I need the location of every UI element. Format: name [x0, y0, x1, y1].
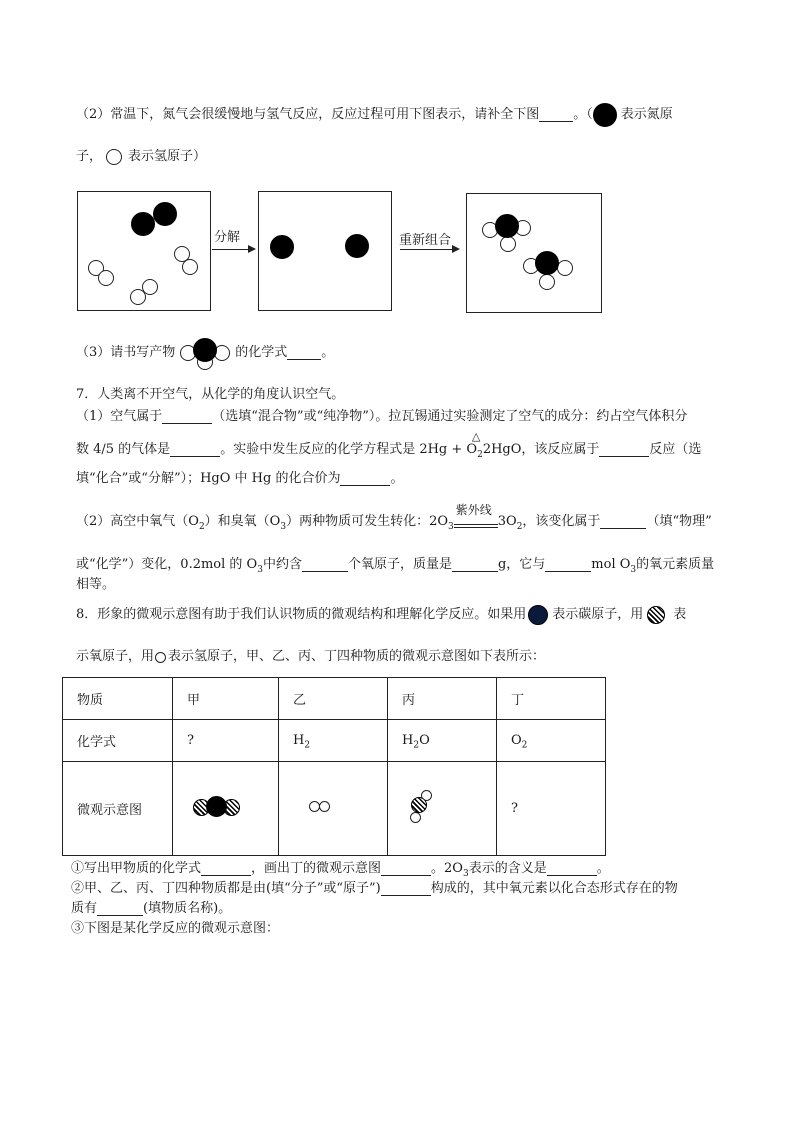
heat-symbol: △	[471, 430, 481, 443]
subscript: 3	[462, 869, 469, 880]
q6-3-line	[76, 344, 334, 363]
q7-text: （2）高空中氧气（O	[76, 514, 199, 529]
table-cell	[173, 720, 279, 762]
q8-item-text: (填物质名称)。	[143, 901, 232, 916]
answer-blank[interactable]	[547, 863, 597, 876]
nitrogen-atom	[495, 214, 519, 238]
q6-3-text-a: （3）请书写产物	[76, 345, 176, 360]
q8-item-text: 。	[596, 861, 610, 876]
q7-text: ）和臭氧（O	[204, 514, 281, 529]
table-cell	[279, 762, 388, 856]
q7-text: 。	[390, 471, 404, 486]
q7-text: 填“化合”或“分解”）；HgO 中 Hg 的化合价为	[76, 471, 341, 486]
q7-1-line1	[76, 408, 687, 427]
q7-text: 。实验中发生反应的化学方程式是 2Hg + O	[220, 442, 478, 457]
table-header: 丁	[497, 678, 606, 720]
q8-item-text: 质有	[71, 901, 98, 916]
carbon-atom-legend-icon	[528, 606, 550, 624]
q8-item-text: 构成的，其中氧元素以化合态形式存在的物	[430, 881, 678, 896]
table-row	[63, 720, 606, 762]
hydrogen-atom	[130, 289, 146, 305]
q8-text: 示氧原子，用	[76, 649, 155, 664]
q7-text: 数 4/5 的气体是	[76, 442, 171, 457]
o2-diagram-unknown: ?	[511, 801, 518, 816]
h2-molecule-icon	[309, 800, 339, 814]
answer-blank[interactable]	[381, 883, 431, 896]
answer-blank[interactable]	[599, 444, 649, 457]
hydrogen-atom	[557, 260, 573, 276]
q6-2-text-e: 表示氢原子）	[128, 149, 207, 164]
equals-line-bottom	[454, 527, 498, 528]
nitrogen-atom	[345, 234, 369, 258]
nitrogen-atom	[131, 212, 155, 236]
recombine-label: 重新组合	[399, 233, 452, 248]
hydrogen-atom	[182, 259, 198, 275]
q8-item1	[71, 860, 610, 879]
table-row-label: 微观示意图	[63, 762, 173, 856]
q8-item3	[71, 900, 231, 919]
table-cell	[173, 762, 279, 856]
answer-blank[interactable]	[201, 863, 251, 876]
q8-line1	[76, 606, 686, 625]
nitrogen-atom	[153, 202, 177, 226]
table-row-label: 化学式	[63, 720, 173, 762]
answer-blank[interactable]	[539, 109, 573, 122]
q6-2-text-a: （2）常温下，氮气会很缓慢地与氢气反应，反应过程可用下图表示，请补全下图	[76, 107, 540, 122]
answer-blank[interactable]	[545, 559, 591, 572]
subscript: 2	[198, 522, 205, 533]
q7-text: 3O	[497, 514, 517, 529]
subscript: 3	[448, 522, 454, 533]
table-cell	[279, 720, 388, 762]
q8-item-text: ①写出甲物质的化学式	[71, 861, 202, 876]
table-cell	[388, 720, 497, 762]
q8-text: 表示氢原子，甲、乙、丙、丁四种物质的微观示意图如下表所示：	[168, 649, 546, 664]
h2o-molecule-icon	[410, 790, 440, 824]
q7-text: mol O	[591, 557, 631, 572]
formula-text: H	[293, 733, 305, 748]
arrow-2	[400, 249, 454, 250]
q7-2-line1	[76, 503, 712, 533]
table-header: 物质	[63, 678, 173, 720]
molecules-table	[62, 677, 606, 856]
nitrogen-atom	[270, 235, 294, 259]
nitrogen-atom	[535, 251, 559, 275]
subscript: 2	[477, 450, 483, 461]
table-header: 丙	[388, 678, 497, 720]
q7-text: ）两种物质可发生转化：2O	[286, 514, 449, 529]
hydrogen-atom-legend-icon	[106, 148, 124, 166]
q7-2-line3: 相等。	[76, 577, 116, 592]
arrow-2-head-icon	[452, 245, 460, 253]
answer-blank[interactable]	[97, 903, 143, 916]
q8-item4: ③下图是某化学反应的微观示意图：	[71, 921, 280, 936]
subscript: 2	[413, 740, 420, 751]
table-cell	[497, 762, 606, 856]
equals-line-top	[454, 524, 498, 525]
q7-2-line2	[76, 556, 714, 575]
co2-molecule-icon	[187, 796, 243, 818]
q7-text: g，它与	[497, 557, 546, 572]
q6-3-text-c: 。	[321, 345, 335, 360]
q8-item-text: ，画出丁的微观示意图	[251, 861, 382, 876]
hydrogen-atom	[500, 236, 516, 252]
subscript: 3	[630, 565, 637, 576]
q8-item-text: 。2O	[431, 861, 463, 876]
subscript: 2	[304, 740, 311, 751]
reactants-box	[77, 191, 211, 311]
table-header: 甲	[173, 678, 279, 720]
q7-1-line2	[76, 430, 702, 461]
q8-text: 8．形象的微观示意图有助于我们认识物质的微观结构和理解化学反应。如果用	[76, 607, 527, 622]
uv-condition	[454, 503, 498, 531]
subscript: 3	[257, 565, 263, 576]
q8-text: 表	[673, 607, 687, 622]
table-header: 乙	[279, 678, 388, 720]
answer-blank[interactable]	[287, 347, 321, 360]
answer-blank[interactable]	[381, 863, 431, 876]
q8-text: 表示碳原子，用	[552, 607, 644, 622]
q7-title: 7．人类离不开空气，从化学的角度认识空气。	[76, 387, 345, 402]
q8-line2	[76, 648, 545, 667]
nitrogen-atom-legend-icon	[593, 106, 617, 124]
q7-text: （1）空气属于	[76, 409, 163, 424]
products-box	[466, 193, 602, 313]
subscript: 3	[280, 522, 287, 533]
decompose-label: 分解	[214, 230, 241, 245]
subscript: 2	[516, 522, 523, 533]
formula-text: O	[419, 733, 430, 748]
q7-text: （选填“混合物”或“纯净物”）。拉瓦锡通过实验测定了空气的成分：约占空气体积分	[212, 409, 688, 424]
q7-text: 或“化学”）变化，0.2mol 的 O	[76, 557, 258, 572]
answer-blank[interactable]	[340, 473, 390, 486]
arrow-1	[212, 249, 250, 250]
formula-text: O	[511, 733, 522, 748]
formula-unknown: ?	[187, 733, 194, 748]
answer-blank[interactable]	[600, 516, 646, 529]
table-cell	[497, 720, 606, 762]
table-row	[63, 762, 606, 856]
q7-text: （填“物理”	[646, 514, 712, 529]
hydrogen-atom	[539, 274, 555, 290]
table-row	[63, 678, 606, 720]
q6-3-text-b: 的化学式	[235, 345, 288, 360]
q6-2-line1	[76, 106, 673, 125]
answer-blank[interactable]	[452, 559, 498, 572]
q6-2-text-b: 。（	[573, 107, 593, 122]
q8-item-text: ②甲、乙、丙、丁四种物质都是由(填“分子”或“原子”)	[71, 881, 381, 896]
ammonia-molecule-icon	[177, 344, 233, 362]
table-cell	[388, 762, 497, 856]
q7-1-line3	[76, 470, 403, 489]
q7-text: 个氧原子，质量是	[347, 557, 452, 572]
hydrogen-atom	[98, 270, 114, 286]
formula-text: H	[402, 733, 414, 748]
oxygen-atom-legend-icon	[647, 606, 669, 624]
q8-item-text: 表示的含义是	[468, 861, 547, 876]
q6-2-text-d: 子，	[76, 149, 103, 164]
answer-blank[interactable]	[170, 444, 220, 457]
q7-text: 的氧元素质量	[636, 557, 715, 572]
answer-blank[interactable]	[162, 411, 212, 424]
q8-item2	[71, 880, 678, 899]
q7-text: ，该变化属于	[522, 514, 601, 529]
answer-blank[interactable]	[302, 559, 348, 572]
uv-label: 紫外线	[455, 503, 492, 517]
subscript: 2	[521, 740, 528, 751]
hydrogen-atom-legend-icon	[154, 648, 168, 666]
q7-text: 2HgO，该反应属于	[482, 442, 600, 457]
arrow-1-head-icon	[248, 245, 256, 253]
q6-2-line2	[76, 148, 206, 167]
intermediate-box	[258, 191, 392, 311]
q7-text: 反应（选	[649, 442, 702, 457]
q6-2-text-c: 表示氮原	[620, 107, 673, 122]
q7-text: 中约含	[262, 557, 302, 572]
